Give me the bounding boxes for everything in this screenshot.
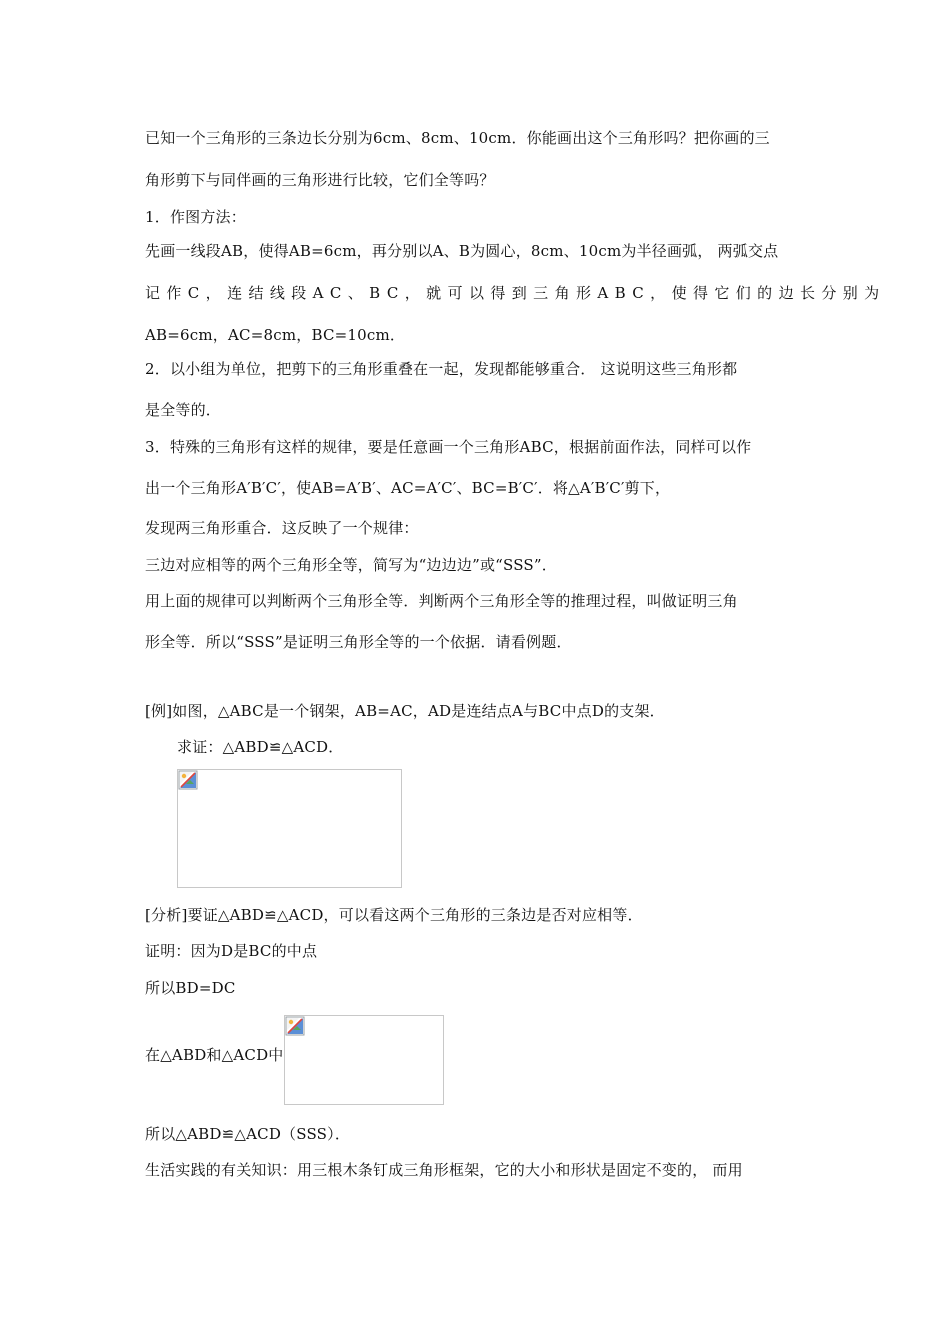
intro-line-1: 已知一个三角形的三条边长分别为6cm、8cm、10cm．你能画出这个三角形吗？把你画的三 xyxy=(145,129,770,147)
section-3-line-2: 出一个三角形A′B′C′，使AB=A′B′、AC=A′C′、BC=B′C′．将△A′B′C′剪下， xyxy=(145,479,671,497)
section-1-heading: 1．作图方法： xyxy=(145,208,246,226)
section-3-line-1: 3．特殊的三角形有这样的规律，要是任意画一个三角形ABC，根据前面作法，同样可以作 xyxy=(145,438,752,456)
section-1-line-2: 记作C，连结线段AC、BC，就可以得到三角形ABC，使得它们的边长分别为 xyxy=(145,284,886,302)
section-3-line-3: 发现两三角形重合．这反映了一个规律： xyxy=(145,519,419,537)
equation-system-image-placeholder xyxy=(284,1015,444,1105)
section-2-line-2: 是全等的． xyxy=(145,401,222,419)
broken-image-icon xyxy=(285,1016,305,1036)
proof-line-1: 证明：因为D是BC的中点 xyxy=(145,942,318,960)
proof-conclusion: 所以△ABD≌△ACD（SSS）． xyxy=(145,1125,351,1143)
sss-rule: 三边对应相等的两个三角形全等，简写为“边边边”或“SSS”． xyxy=(145,556,557,574)
proof-line-3: 在△ABD和△ACD中 xyxy=(145,1046,284,1064)
usage-line-2: 形全等．所以“SSS”是证明三角形全等的一个依据．请看例题． xyxy=(145,633,572,651)
section-1-line-3: AB=6cm，AC=8cm，BC=10cm． xyxy=(145,326,406,344)
usage-line-1: 用上面的规律可以判断两个三角形全等．判断两个三角形全等的推理过程，叫做证明三角 xyxy=(145,592,738,610)
section-1-line-1: 先画一线段AB，使得AB=6cm，再分别以A、B为圆心，8cm、10cm为半径画弧， 两弧交点 xyxy=(145,242,779,260)
life-practice-line: 生活实践的有关知识：用三根木条钉成三角形框架，它的大小和形状是固定不变的， 而用 xyxy=(145,1161,743,1179)
proof-line-2: 所以BD=DC xyxy=(145,979,236,997)
intro-line-2: 角形剪下与同伴画的三角形进行比较，它们全等吗？ xyxy=(145,171,495,189)
section-2-line-1: 2．以小组为单位，把剪下的三角形重叠在一起，发现都能够重合． 这说明这些三角形都 xyxy=(145,360,738,378)
prove-statement: 求证：△ABD≌△ACD． xyxy=(177,738,344,756)
analysis-statement: [分析]要证△ABD≌△ACD，可以看这两个三角形的三条边是否对应相等． xyxy=(145,906,643,924)
figure-image-placeholder xyxy=(177,769,402,888)
broken-image-icon xyxy=(178,770,198,790)
example-statement: [例]如图，△ABC是一个钢架，AB=AC，AD是连结点A与BC中点D的支架． xyxy=(145,702,665,720)
